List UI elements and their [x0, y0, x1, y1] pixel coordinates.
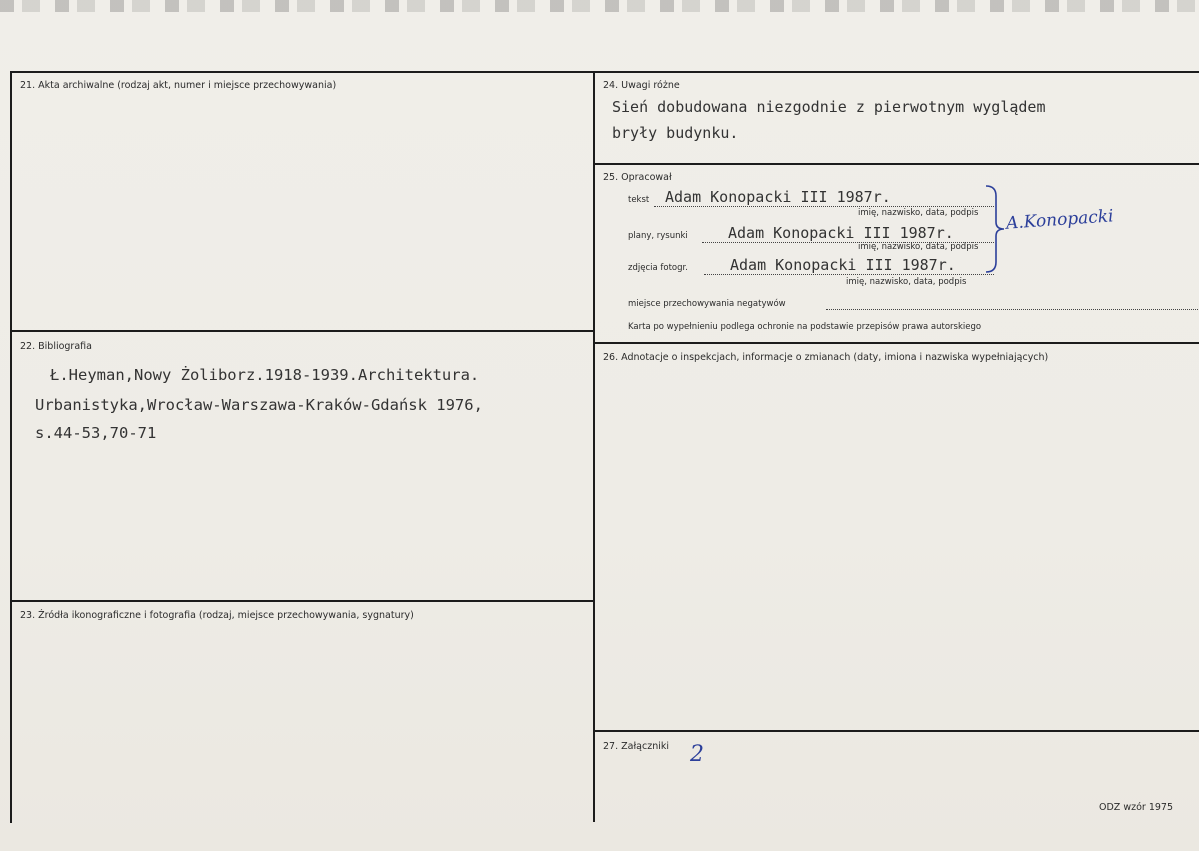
row-photos-dots [704, 274, 994, 275]
row-photos-label: zdjęcia fotogr. [628, 263, 688, 273]
section-27-label: 27. Załączniki [603, 741, 669, 752]
section-22-label: 22. Bibliografia [20, 341, 92, 352]
rule-22-23 [10, 600, 594, 602]
row-text-caption: imię, nazwisko, data, podpis [858, 208, 979, 218]
section-23-label: 23. Źródła ikonograficzne i fotografia (rodzaj, miejsce przechowywania, sygnatury) [20, 610, 414, 621]
section-26-label: 26. Adnotacje o inspekcjach, informacje o zmianach (daty, imiona i nazwiska wypełniających) [603, 352, 1049, 363]
section-21-label: 21. Akta archiwalne (rodzaj akt, numer i miejsce przechowywania) [20, 80, 337, 91]
brace-icon [984, 184, 1008, 274]
remarks-line-2: bryły budynku. [612, 124, 739, 142]
row-photos-caption: imię, nazwisko, data, podpis [846, 277, 967, 287]
rule-25-26 [594, 342, 1199, 344]
section-25-label: 25. Opracował [603, 172, 672, 183]
row-plans-caption: imię, nazwisko, data, podpis [858, 242, 979, 252]
bibliography-line-3: s.44-53,70-71 [35, 424, 157, 442]
rule-21-22 [10, 330, 594, 332]
column-divider [593, 71, 595, 822]
top-edge-marks [0, 0, 1199, 12]
remarks-line-1: Sień dobudowana niezgodnie z pierwotnym wyglądem [612, 98, 1046, 116]
row-plans-label: plany, rysunki [628, 231, 688, 241]
row-text-label: tekst [628, 195, 650, 205]
negatives-label: miejsce przechowywania negatywów [628, 299, 786, 309]
form-footer: ODZ wzór 1975 [1099, 802, 1173, 813]
row-photos-value: Adam Konopacki III 1987r. [730, 256, 956, 274]
left-border [10, 71, 12, 823]
section-24-label: 24. Uwagi różne [603, 80, 680, 91]
row-text-value: Adam Konopacki III 1987r. [665, 188, 891, 206]
rule-26-27 [594, 730, 1199, 732]
row-text-dots [654, 206, 994, 207]
copyright-note: Karta po wypełnieniu podlega ochronie na podstawie przepisów prawa autorskiego [628, 322, 982, 332]
signature: A.Konopacki [1005, 206, 1115, 234]
rule-24-25 [594, 163, 1199, 165]
attachments-count: 2 [690, 742, 704, 767]
bibliography-line-1: Ł.Heyman,Nowy Żoliborz.1918-1939.Architektura. [50, 366, 480, 384]
bibliography-line-2: Urbanistyka,Wrocław-Warszawa-Kraków-Gdańsk 1976, [35, 396, 483, 414]
row-plans-value: Adam Konopacki III 1987r. [728, 224, 954, 242]
negatives-dots [826, 309, 1198, 310]
top-rule [10, 71, 1199, 73]
